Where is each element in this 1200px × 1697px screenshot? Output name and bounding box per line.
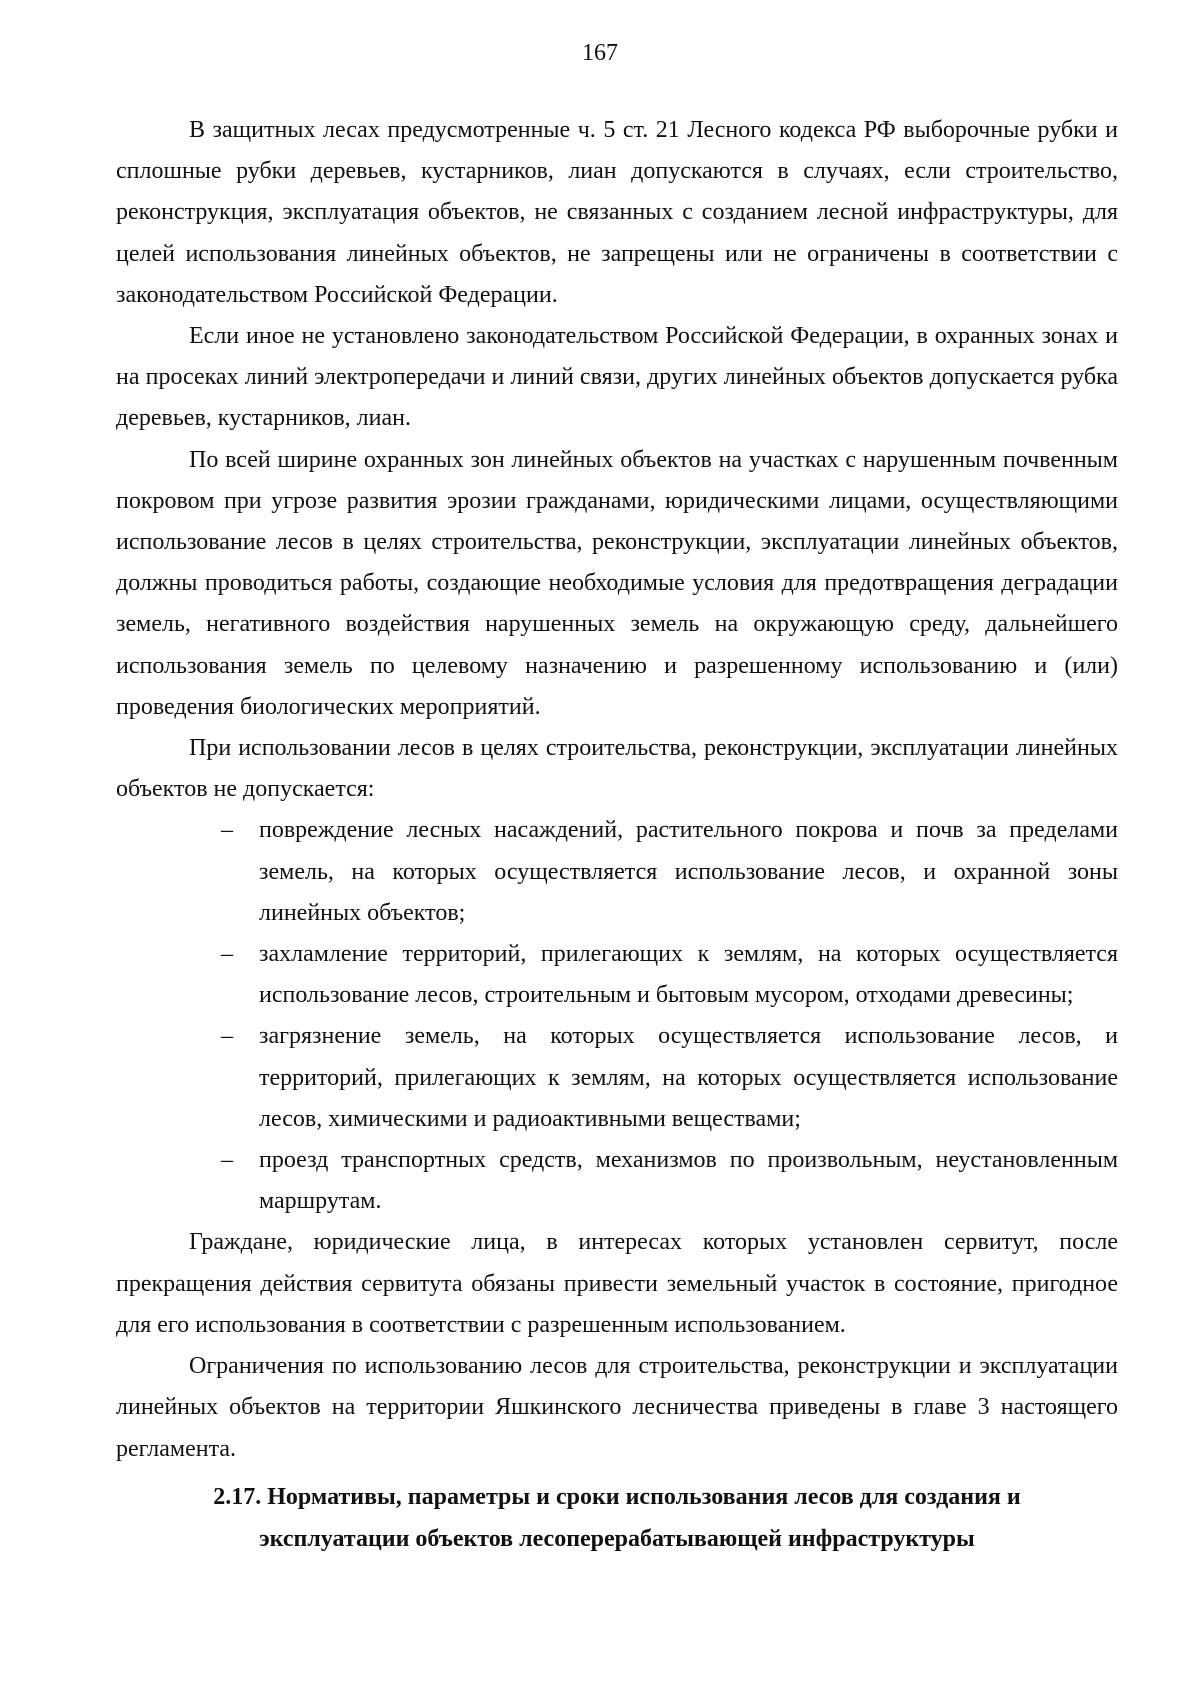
list-item: [221, 810, 1118, 934]
paragraph-servitude: Граждане, юридические лица, в интересах которых установлен сервитут, после прекращения действия сервитута обязаны привести земельный участок в состояние, пригодное для его использования в соответствии с разрешенным использованием.: [116, 1229, 1118, 1338]
list-item: [221, 934, 1118, 1016]
paragraph-protective-forests: В защитных лесах предусмотренные ч. 5 ст. 21 Лесного кодекса РФ выборочные рубки и сплошные рубки деревьев, кустарников, лиан допускаются в случаях, если строительство, реконструкция, эксплуатация объектов, не связанных с созданием лесной инфраструктуры, для целей использования линейных объектов, не запрещены или не ограничены в соответствии с законодательством Российской Федерации.: [116, 117, 1118, 308]
section-heading-line-2: эксплуатации объектов лесоперерабатывающей инфраструктуры: [259, 1525, 975, 1552]
list-item-text: захламление территорий, прилегающих к землям, на которых осуществляется использование лесов, строительным и бытовым мусором, отходами древесины;: [259, 941, 1118, 1009]
list-item-text: повреждение лесных насаждений, растительного покрова и почв за пределами земель, на которых осуществляется использование лесов, и охранной зоны линейных объектов;: [259, 817, 1118, 926]
list-item-text: загрязнение земель, на которых осуществляется использование лесов, и территорий, прилегающих к землям, на которых осуществляется использование лесов, химическими и радиоактивными веществами;: [259, 1023, 1118, 1132]
page-content: [116, 110, 1118, 1560]
paragraph-protected-zones: Если иное не установлено законодательством Российской Федерации, в охранных зонах и на просеках линий электропередачи и линий связи, других линейных объектов допускается рубка деревьев, кустарников, лиан.: [116, 323, 1118, 432]
dash-marker: –: [221, 1147, 233, 1174]
list-item: [221, 1140, 1118, 1222]
page-number: 167: [582, 40, 618, 66]
paragraph-not-allowed-intro: При использовании лесов в целях строительства, реконструкции, эксплуатации линейных объектов не допускается:: [116, 735, 1118, 803]
paragraph-erosion-works: По всей ширине охранных зон линейных объектов на участках с нарушенным почвенным покровом при угрозе развития эрозии гражданами, юридическими лицами, осуществляющими использование лесов в целях строительства, реконструкции, эксплуатации линейных объектов, должны проводиться работы, создающие необходимые условия для предотвращения деградации земель, негативного воздействия нарушенных земель на окружающую среду, дальнейшего использования земель по целевому назначению и разрешенному использованию и (или) проведения биологических мероприятий.: [116, 446, 1118, 720]
dash-marker: –: [221, 1023, 233, 1050]
section-heading: [116, 1476, 1118, 1560]
list-item: [221, 1016, 1118, 1140]
list-item-text: проезд транспортных средств, механизмов по произвольным, неустановленным маршрутам.: [259, 1147, 1118, 1215]
prohibitions-list: [116, 810, 1118, 1222]
section-heading-line-1: 2.17. Нормативы, параметры и сроки использования лесов для создания и: [213, 1483, 1021, 1510]
dash-marker: –: [221, 941, 233, 968]
dash-marker: –: [221, 817, 233, 844]
paragraph-restrictions-reference: Ограничения по использованию лесов для строительства, реконструкции и эксплуатации линейных объектов на территории Яшкинского лесничества приведены в главе 3 настоящего регламента.: [116, 1353, 1118, 1462]
